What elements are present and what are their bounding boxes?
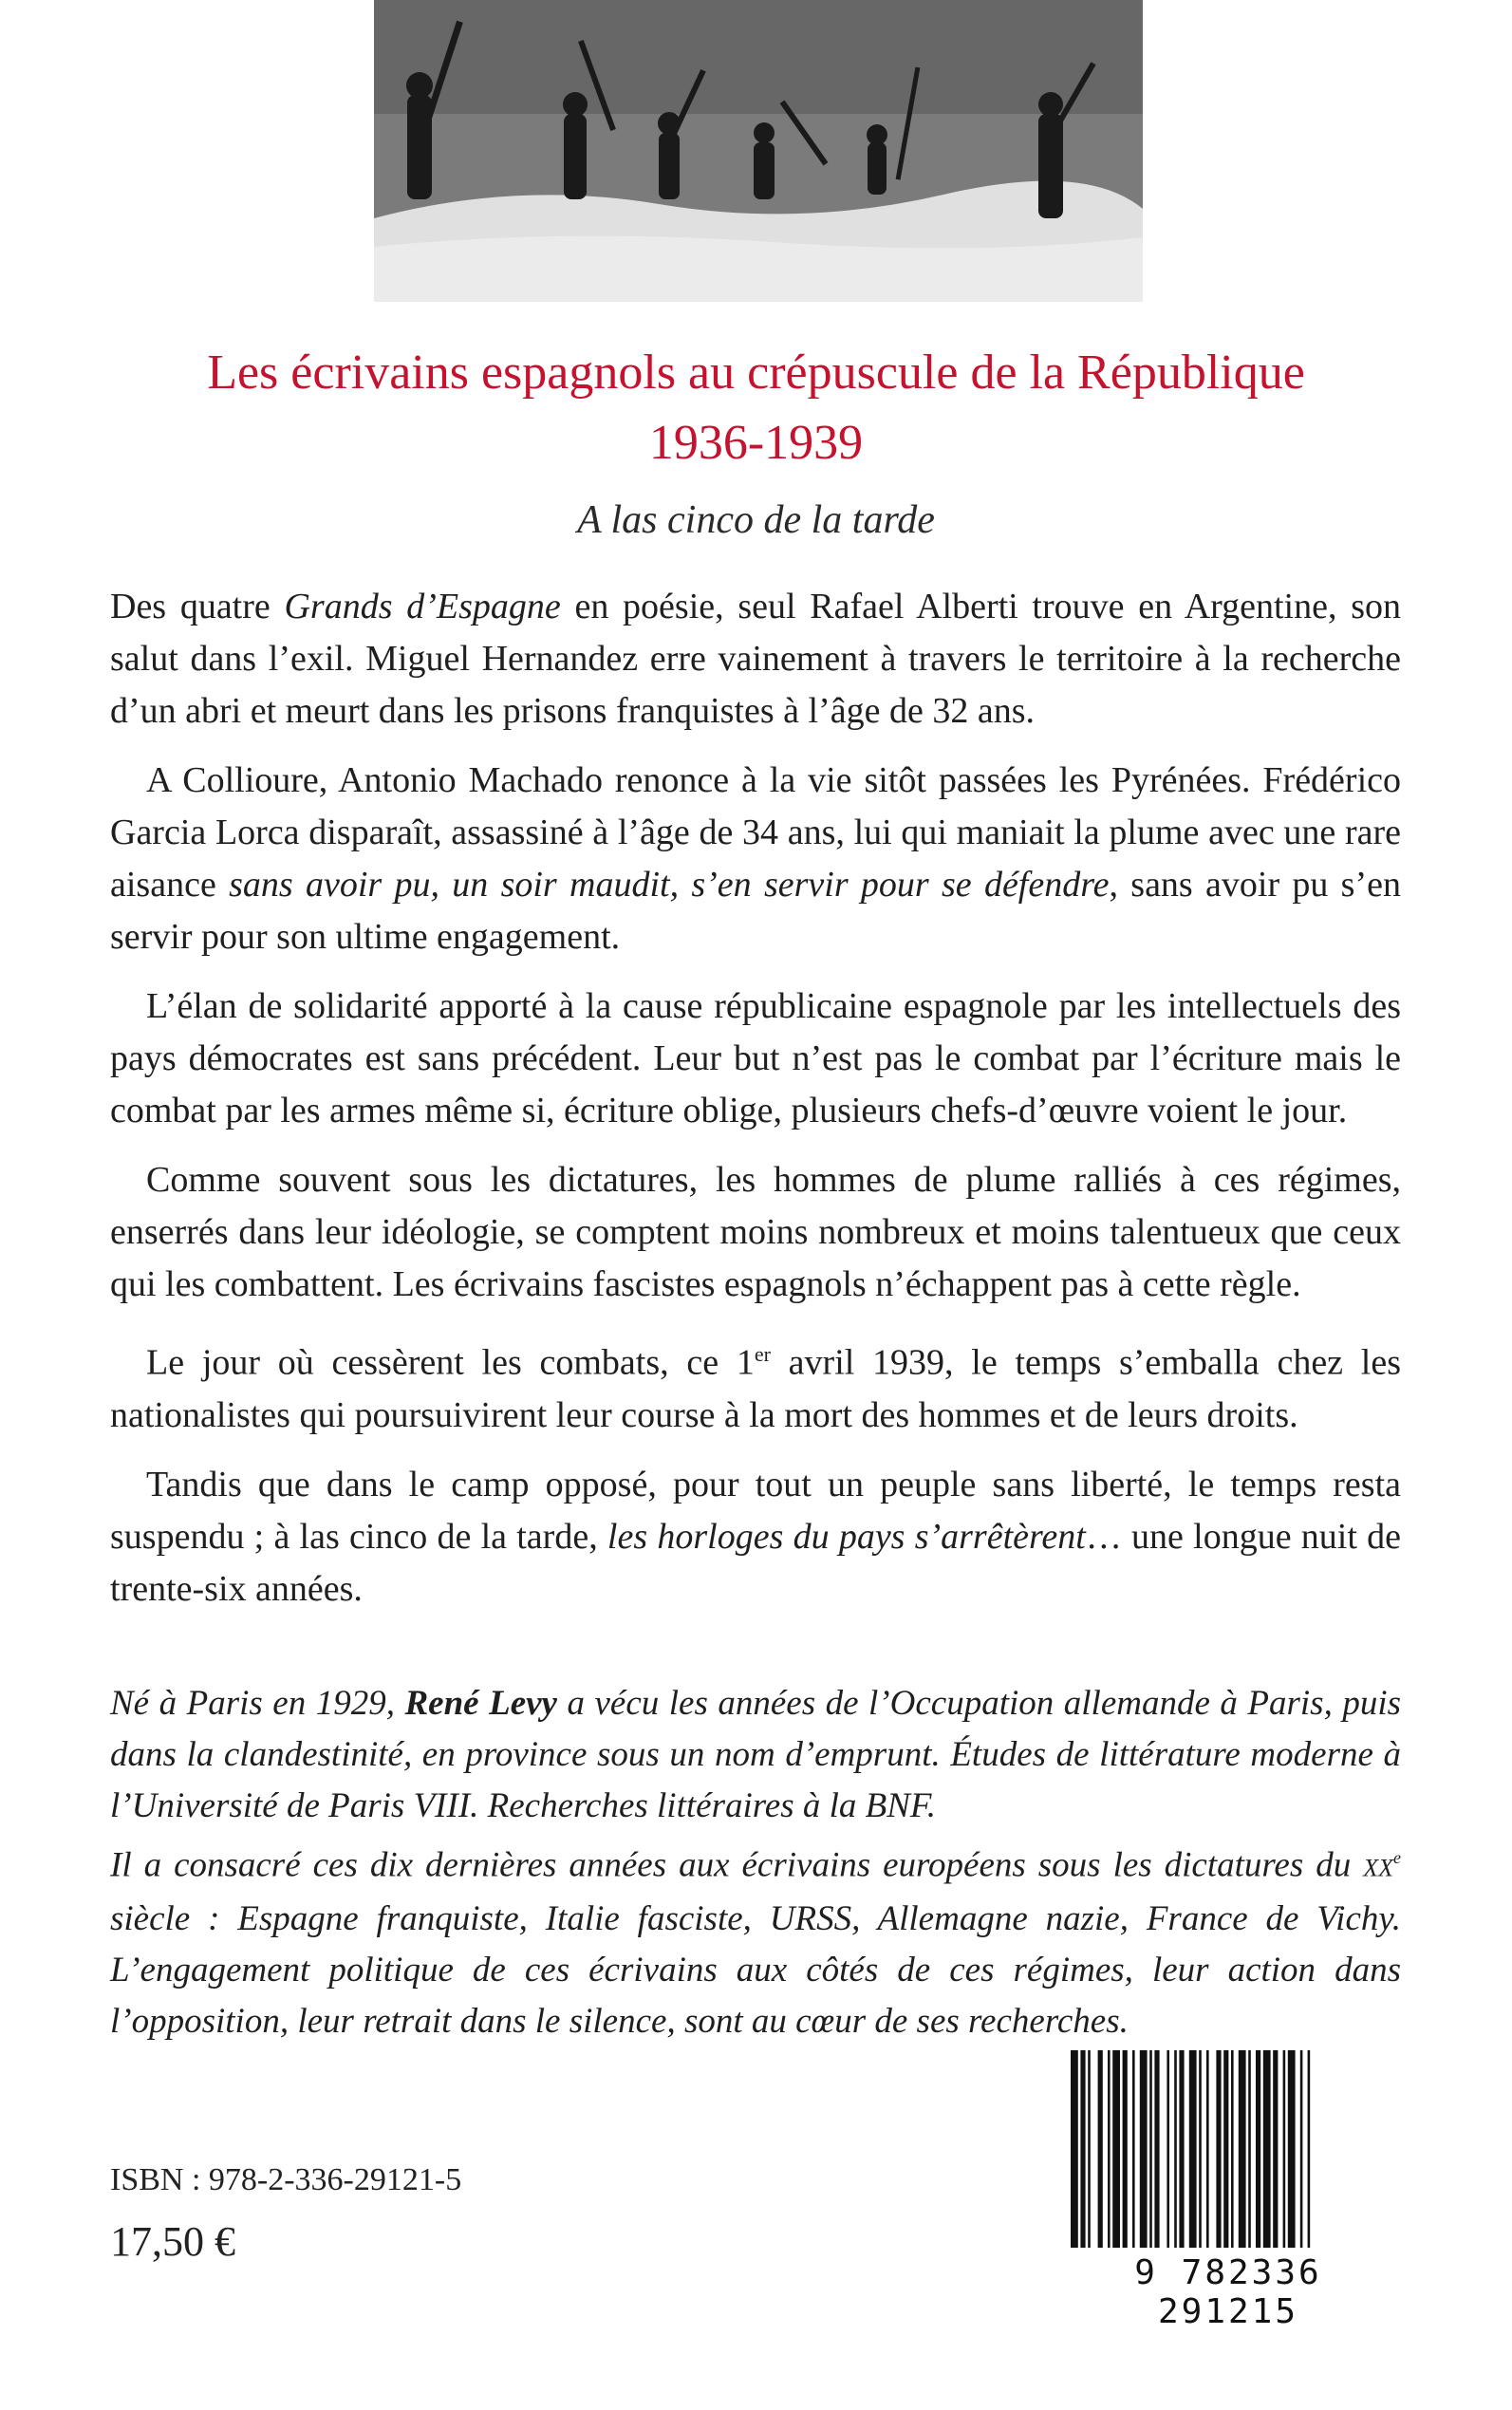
author-bio-paragraph-1: Né à Paris en 1929, René Levy a vécu les années de l’Occupation allemande à Paris, puis dans la clandestinité, en province sous un nom d’emprunt. Études de littérature moderne à l’Université de Paris VIII. Recherches littéraires à la BNF. xyxy=(110,1684,1401,1825)
back-cover-blurb xyxy=(110,581,1401,1633)
barcode xyxy=(1055,2050,1401,2331)
barcode-ean13-icon xyxy=(1055,2050,1401,2251)
book-title-years: 1936-1939 xyxy=(648,416,864,470)
price: 17,50 € xyxy=(110,2218,235,2265)
book-title: Les écrivains espagnols au crépuscule de la République xyxy=(207,346,1305,400)
barcode-digits: 9 782336 291215 xyxy=(1134,2253,1322,2331)
blurb-paragraph-1: Des quatre Grands d’Espagne en poésie, seul Rafael Alberti trouve en Argentine, son salut dans l’exil. Miguel Hernandez erre vainement à travers le territoire à la recherche d’un abri et meurt dans les prisons franquistes à l’âge de 32 ans. xyxy=(110,587,1401,731)
blurb-paragraph-6: Tandis que dans le camp opposé, pour tout un peuple sans liberté, le temps resta suspendu ; à las cinco de la tarde, les horloges du pays s’arrêtèrent… une longue nuit de trente-six années. xyxy=(110,1464,1401,1609)
blurb-paragraph-5: Le jour où cessèrent les combats, ce 1er avril 1939, le temps s’emballa chez les nationalistes qui poursuivirent leur course à la mort des hommes et de leurs droits. xyxy=(110,1342,1402,1435)
blurb-paragraph-2: A Collioure, Antonio Machado renonce à la vie sitôt passées les Pyrénées. Frédérico Garcia Lorca disparaît, assassiné à l’âge de 34 ans, lui qui maniait la plume avec une rare aisance sans avoir pu, un soir maudit, s’en servir pour se défendre, sans avoir pu s’en servir pour son ultime engagement. xyxy=(110,760,1401,957)
photo-soldiers-raising-rifles xyxy=(374,0,1143,302)
book-subtitle: A las cinco de la tarde xyxy=(577,498,935,542)
cover-photo xyxy=(374,0,1143,302)
blurb-paragraph-3: L’élan de solidarité apporté à la cause républicaine espagnole par les intellectuels des pays démocrates est sans précédent. Leur but n’est pas le combat par l’écriture mais le combat par les armes même si, écriture oblige, plusieurs chefs-d’œuvre voient le jour. xyxy=(110,986,1401,1130)
author-name: René Levy xyxy=(404,1684,557,1723)
author-bio-paragraph-2: Il a consacré ces dix dernières années aux écrivains européens sous les dictatures du XXe siècle : Espagne franquiste, Italie fasciste, URSS, Allemagne nazie, France de Vichy. L’engagement politique de ces écrivains aux côtés de ces régimes, leur action dans l’opposition, leur retrait dans le silence, sont au cœur de ses recherches. xyxy=(110,1845,1401,2042)
blurb-paragraph-4: Comme souvent sous les dictatures, les hommes de plume ralliés à ces régimes, enserrés dans leur idéologie, se comptent moins nombreux et moins talentueux que ceux qui les combattent. Les écrivains fascistes espagnols n’échappent pas à cette règle. xyxy=(110,1160,1401,1304)
isbn: ISBN : 978-2-336-29121-5 xyxy=(110,2162,462,2197)
author-bio xyxy=(110,1678,1401,2047)
